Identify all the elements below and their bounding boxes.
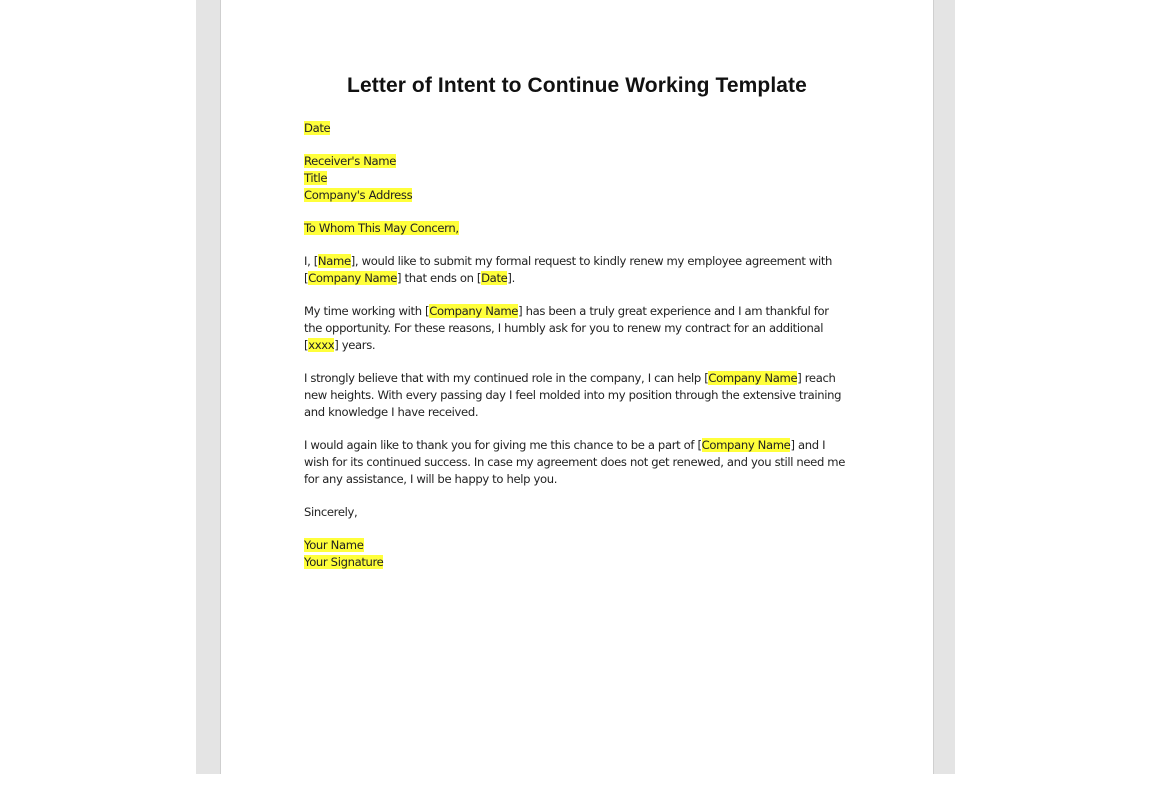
text: My time working with [: [304, 304, 430, 318]
company-name-placeholder: Company Name: [701, 438, 791, 452]
date-line: [304, 120, 849, 137]
paragraph-contribution: [304, 370, 849, 421]
letter-body: [304, 120, 849, 587]
salutation-line: [304, 220, 849, 237]
date-placeholder: Date: [304, 121, 331, 135]
paragraph-experience: [304, 303, 849, 354]
text: ] that ends on [: [397, 271, 482, 285]
years-placeholder: xxxx: [308, 338, 335, 352]
paragraph-request: [304, 253, 849, 287]
your-signature-placeholder: Your Signature: [304, 555, 384, 569]
closing: Sincerely,: [304, 505, 358, 519]
company-name-placeholder: Company Name: [308, 271, 398, 285]
company-name-placeholder: Company Name: [708, 371, 798, 385]
text: I, [: [304, 254, 318, 268]
text: ] has been a truly great experience and I am thankful for the opportunity. For these reasons, I humbly ask for you to renew my contract for an additional [: [304, 304, 829, 352]
salutation: To Whom This May Concern,: [304, 221, 459, 235]
signature-block: [304, 537, 849, 571]
receiver-title-placeholder: Title: [304, 171, 328, 185]
closing-line: [304, 504, 849, 521]
text: I strongly believe that with my continued role in the company, I can help [: [304, 371, 709, 385]
company-address-placeholder: Company's Address: [304, 188, 413, 202]
recipient-block: [304, 153, 849, 204]
text: ].: [507, 271, 515, 285]
your-name-placeholder: Your Name: [304, 538, 364, 552]
company-name-placeholder: Company Name: [429, 304, 519, 318]
name-placeholder: Name: [317, 254, 351, 268]
end-date-placeholder: Date: [481, 271, 508, 285]
paragraph-thanks: [304, 437, 849, 488]
document-page: [220, 0, 934, 774]
text: ] and I wish for its continued success. In case my agreement does not get renewed, and you still need me for any assistance, I will be happy to help you.: [304, 438, 846, 486]
document-title: Letter of Intent to Continue Working Template: [347, 74, 807, 97]
text: I would again like to thank you for giving me this chance to be a part of [: [304, 438, 702, 452]
text: ] years.: [334, 338, 376, 352]
receiver-name-placeholder: Receiver's Name: [304, 154, 397, 168]
text: ] reach new heights. With every passing day I feel molded into my position through the extensive training and knowledge I have received.: [304, 371, 842, 419]
text: ], would like to submit my formal request to kindly renew my employee agreement with [: [304, 254, 833, 285]
